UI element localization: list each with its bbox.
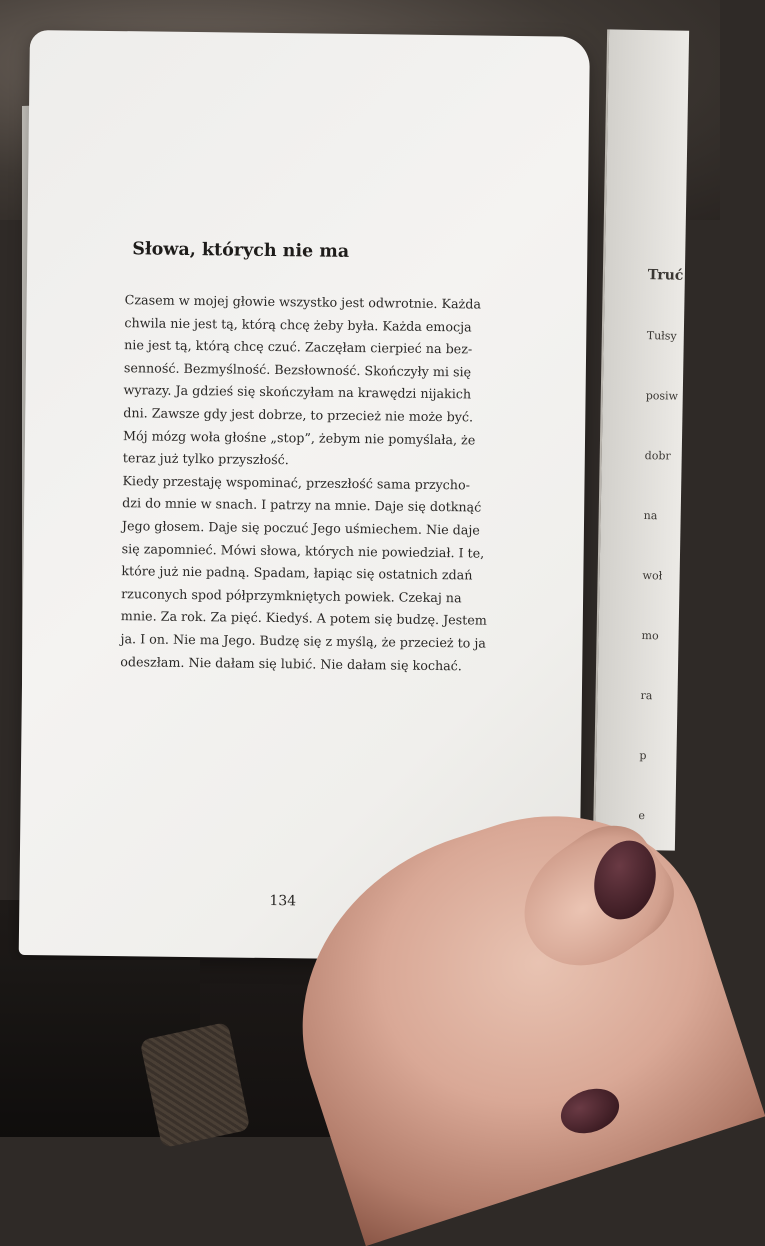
text-line: dzi do mnie w snach. I patrzy na mnie. Daje się dotknąć: [122, 495, 482, 515]
text-line: chwila nie jest tą, którą chcę żeby była. Każda emocja: [124, 314, 472, 335]
next-page-fragment: posiw: [645, 389, 679, 403]
next-page-fragment: p: [639, 749, 647, 763]
text-line: Mój mózg woła głośne „stop”, żebym nie pomyślała, że: [122, 427, 476, 448]
text-line: mnie. Za rok. Za pięć. Kiedyś. A potem się budzę. Jestem: [120, 608, 487, 628]
next-page-fragment: e: [638, 809, 646, 823]
chapter-title: Słowa, których nie ma: [132, 239, 350, 262]
text-line: wyrazy. Ja gdzieś się skończyłam na krawędzi nijakich: [123, 382, 472, 402]
next-page-fragment: na: [643, 509, 658, 523]
text-line: senność. Bezmyślność. Bezsłowność. Skończyły mi się: [123, 359, 472, 380]
text-line: Czasem w mojej głowie wszystko jest odwrotnie. Każda: [124, 292, 482, 312]
text-line: rzuconych spod półprzymkniętych powiek. Czekaj na: [121, 585, 462, 606]
next-page: [593, 29, 689, 850]
text-line: Kiedy przestaję wspominać, przeszłość sama przycho-: [122, 472, 471, 493]
next-page-fragment: dobr: [644, 449, 671, 463]
text-line: odeszłam. Nie dałam się lubić. Nie dałam się kochać.: [120, 653, 462, 673]
next-page-fragments: [617, 230, 684, 862]
text-line: Jego głosem. Daje się poczuć Jego uśmiechem. Nie daje: [121, 518, 480, 538]
chapter-body: [120, 289, 525, 678]
page-number: 134: [269, 892, 297, 910]
text-line: się zapomnieć. Mówi słowa, których nie powiedział. I te,: [121, 540, 485, 561]
next-page-fragment: Tułsy: [646, 329, 677, 343]
text-line: nie jest tą, którą chcę czuć. Zaczęłam cierpieć na bez-: [124, 337, 473, 357]
next-page-title: Truć: [647, 267, 684, 284]
next-page-fragment: woł: [642, 569, 663, 583]
text-line: które już nie padną. Spadam, łapiąc się ostatnich zdań: [121, 563, 473, 583]
text-line: ja. I on. Nie ma Jego. Budzę się z myślą, że przecież to ja: [120, 631, 486, 651]
text-line: dni. Zawsze gdy jest dobrze, to przecież nie może być.: [123, 405, 474, 425]
text-line: teraz już tylko przyszłość.: [122, 450, 289, 468]
next-page-fragment: ra: [640, 689, 653, 703]
next-page-fragment: mo: [641, 629, 659, 643]
